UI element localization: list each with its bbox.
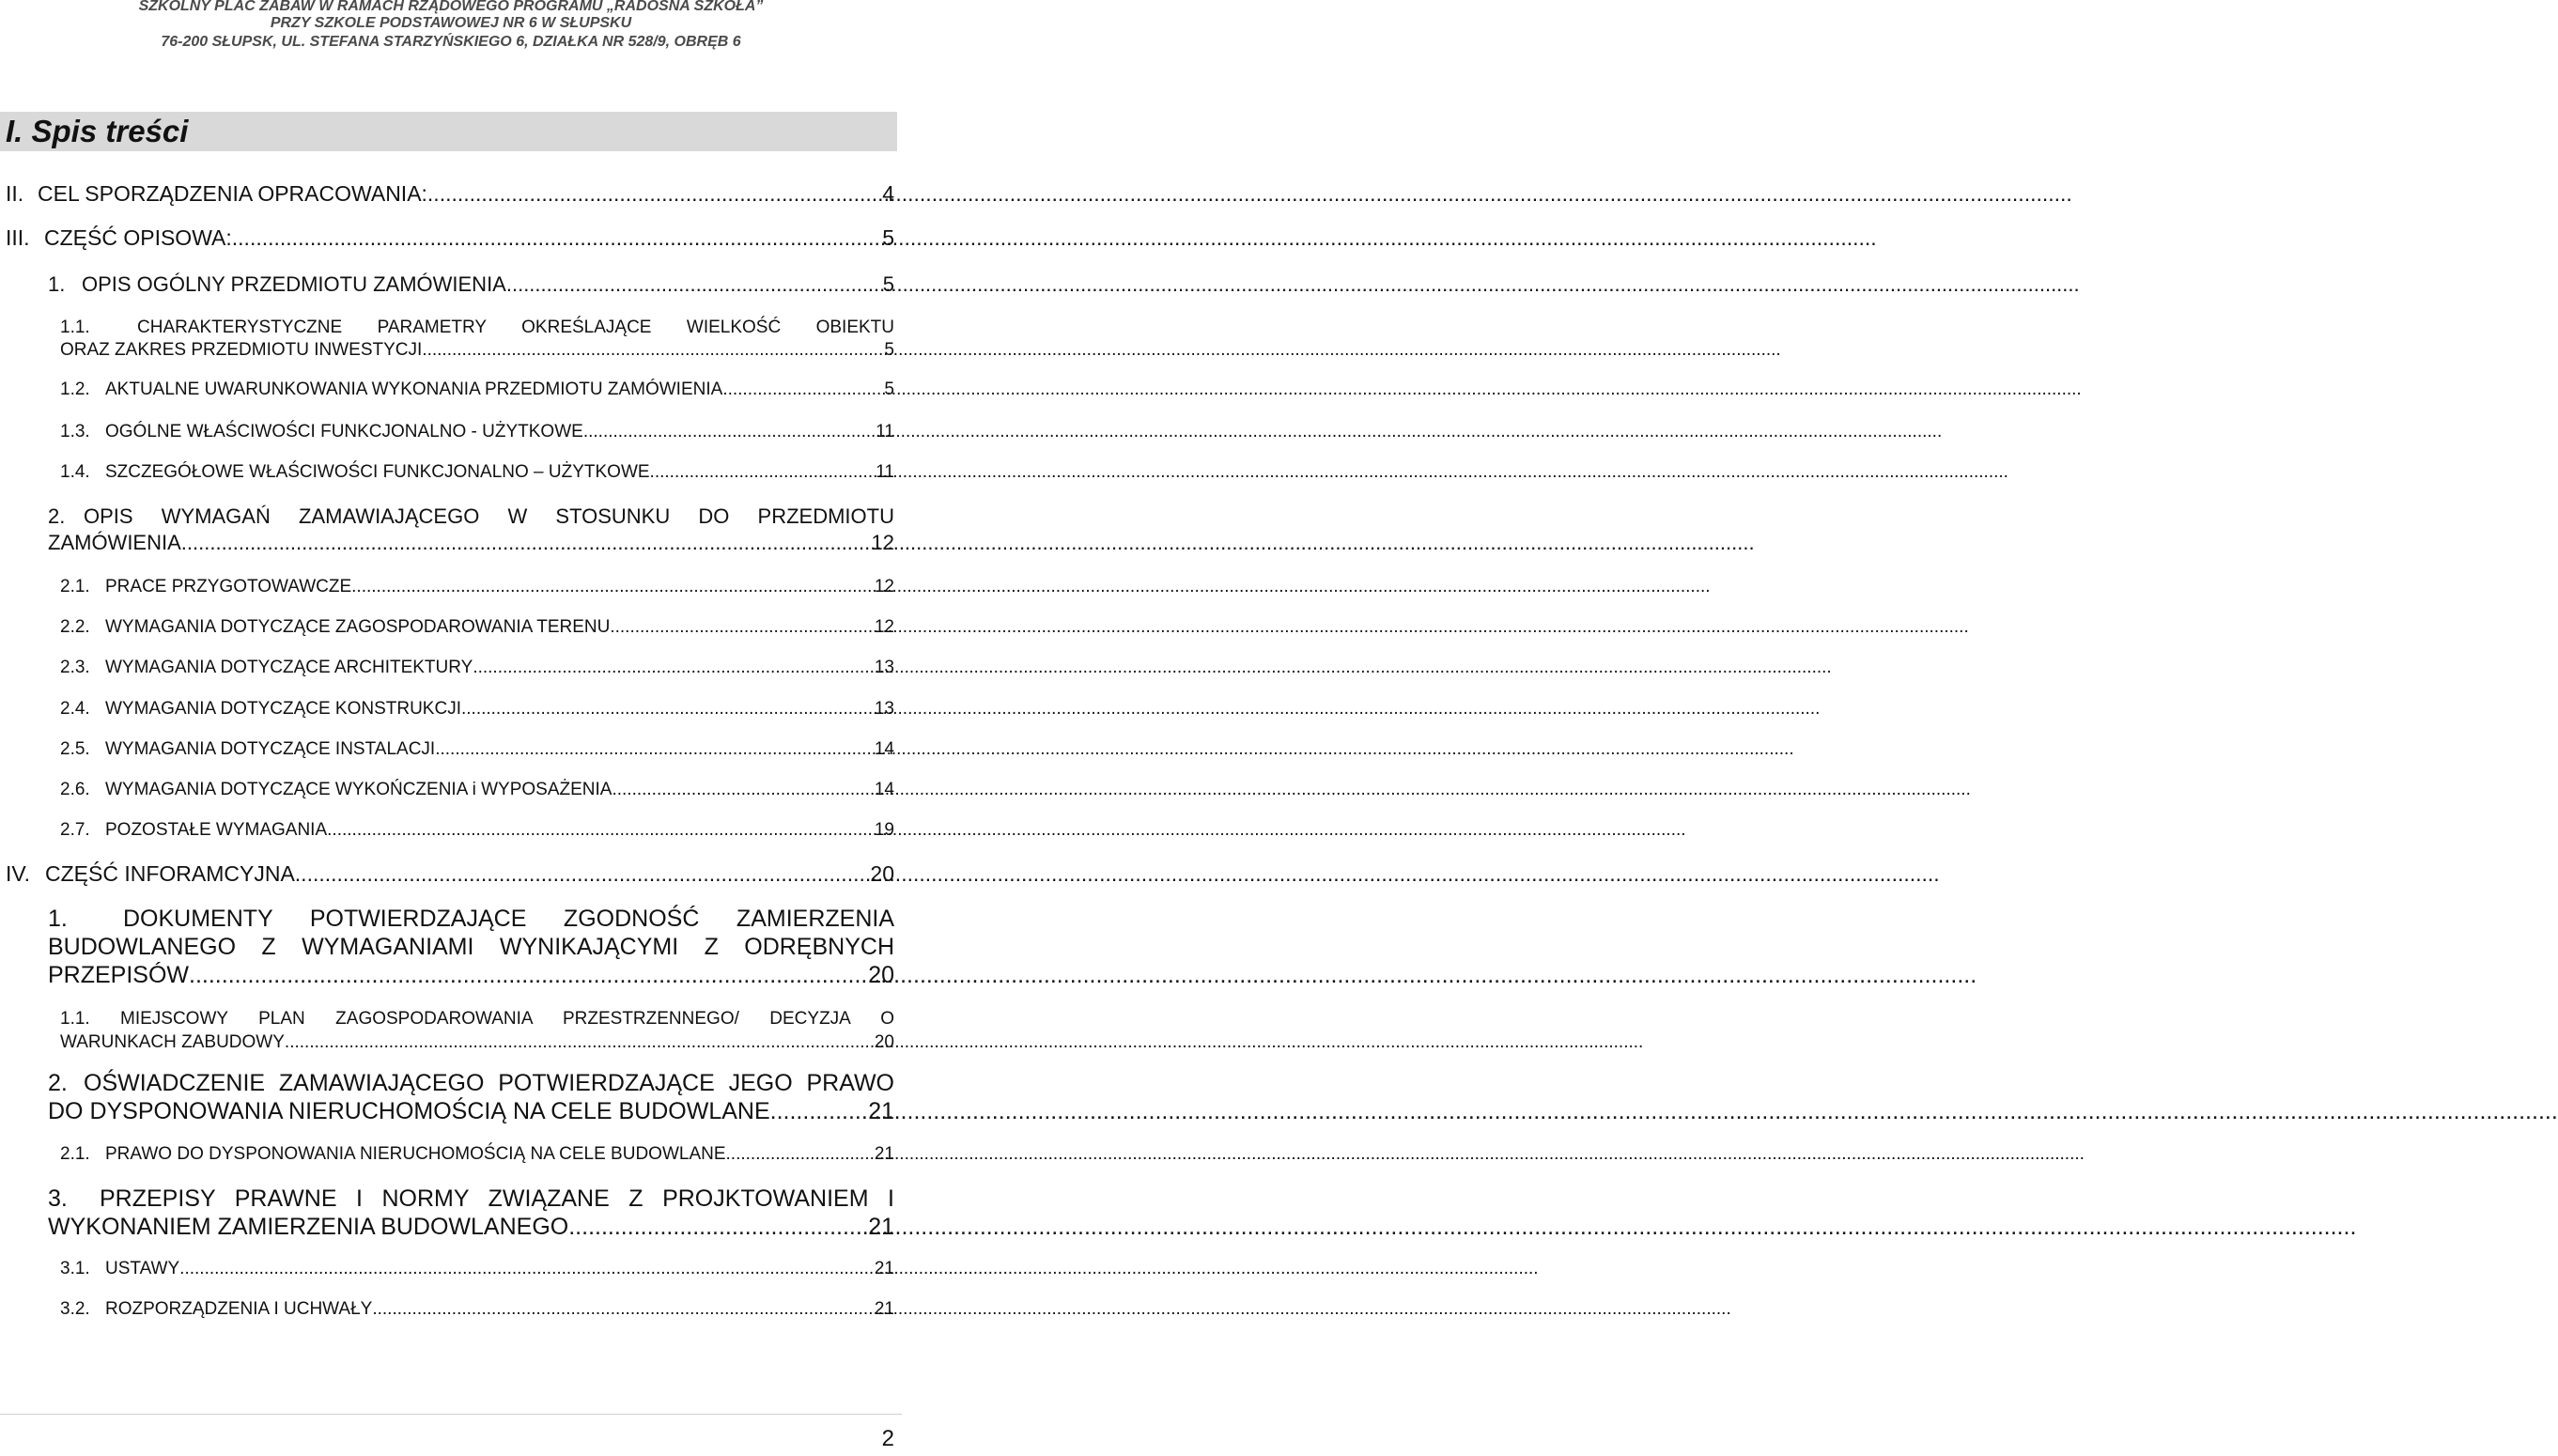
toc-entry-title-line1: MIEJSCOWY PLAN ZAGOSPODAROWANIA PRZESTRZENNEGO/ DECYZJA O — [120, 1009, 894, 1029]
toc-entry-konstrukcja[interactable] — [60, 699, 894, 720]
toc-entry-title: CEL SPORZĄDZENIA OPRACOWANIA: — [38, 181, 427, 206]
toc-entry-page: 11 — [876, 462, 894, 482]
toc-entry-number: 3.1. — [60, 1259, 90, 1278]
toc-dot-leader — [295, 861, 871, 887]
toc-entry-oswiadczenie[interactable] — [48, 1069, 894, 1125]
toc-entry-title: USTAWY — [105, 1259, 180, 1278]
toc-dot-leader — [583, 422, 876, 442]
toc-entry-number: 1. — [48, 906, 68, 932]
toc-entry-page: 12 — [871, 531, 894, 554]
toc-entry-number: 1.1. — [60, 1009, 90, 1029]
toc-entry-title: OGÓLNE WŁAŚCIWOŚCI FUNKCJONALNO - UŻYTKOWE — [105, 422, 583, 441]
toc-entry-number: 2. — [48, 504, 66, 528]
toc-entry-page: 5 — [884, 340, 894, 360]
toc-heading-bar — [0, 112, 897, 151]
header-title-line: SZKOLNY PLAC ZABAW W RAMACH RZĄDOWEGO PROGRAMU „RADOSNA SZKOŁA” — [138, 0, 764, 14]
toc-entry-page: 13 — [874, 699, 894, 719]
toc-entry-page: 12 — [874, 577, 894, 596]
toc-entry-czesc-informacyjna[interactable] — [6, 861, 894, 887]
toc-entry-title: SZCZEGÓŁOWE WŁAŚCIWOŚCI FUNKCJONALNO – UŻYTKOWE — [105, 462, 650, 482]
toc-entry-title-line3: PRZEPISÓW — [48, 962, 190, 988]
toc-dot-leader — [473, 658, 875, 678]
toc-entry-number: 1.4. — [60, 462, 90, 482]
toc-dot-leader — [422, 340, 884, 361]
toc-entry-opis-ogolny[interactable] — [48, 272, 894, 297]
toc-entry-number: 2.7. — [60, 820, 90, 840]
toc-entry-page: 21 — [868, 1098, 894, 1124]
toc-entry-parametry[interactable] — [60, 318, 894, 359]
toc-entry-title-line2: WYKONANIEM ZAMIERZENIA BUDOWLANEGO — [48, 1214, 569, 1240]
toc-entry-number: 3. — [48, 1185, 68, 1212]
toc-dot-leader — [726, 1144, 875, 1165]
toc-entry-rozporzadzenia[interactable] — [60, 1299, 894, 1320]
toc-dot-leader — [612, 780, 874, 800]
toc-entry-title: WYMAGANIA DOTYCZĄCE ARCHITEKTURY — [105, 658, 473, 677]
toc-entry-number: 1.3. — [60, 422, 90, 441]
toc-entry-title-line2: ORAZ ZAKRES PRZEDMIOTU INWESTYCJI — [60, 340, 423, 360]
toc-entry-number: III. — [6, 225, 30, 250]
toc-entry-przepisy-prawne[interactable] — [48, 1185, 894, 1241]
toc-entry-number: 1. — [48, 272, 66, 296]
toc-entry-number: IV. — [6, 861, 31, 886]
page-number: 2 — [881, 1426, 894, 1451]
toc-entry-czesc-opisowa[interactable] — [6, 225, 894, 251]
toc-entry-wykonczenie[interactable] — [60, 780, 894, 800]
toc-dot-leader — [427, 181, 882, 207]
toc-entry-dokumenty[interactable] — [48, 905, 894, 989]
toc-dot-leader — [327, 820, 875, 841]
toc-dot-leader — [461, 699, 875, 720]
toc-dot-leader — [232, 225, 882, 251]
toc-entry-title: AKTUALNE UWARUNKOWANIA WYKONANIA PRZEDMIOTU ZAMÓWIENIA — [105, 379, 723, 399]
toc-entry-page: 4 — [882, 181, 894, 206]
toc-dot-leader — [189, 961, 868, 989]
toc-dot-leader — [770, 1097, 869, 1125]
toc-entry-page: 5 — [884, 379, 894, 399]
toc-entry-page: 13 — [874, 658, 894, 677]
toc-entry-title-line1: DOKUMENTY POTWIERDZAJĄCE ZGODNOŚĆ ZAMIERZENIA — [123, 906, 894, 932]
toc-entry-prace-przygotowawcze[interactable] — [60, 577, 894, 597]
toc-entry-plan-zagospodarowania[interactable] — [60, 1007, 894, 1054]
toc-entry-number: 2.5. — [60, 739, 90, 759]
toc-entry-instalacje[interactable] — [60, 739, 894, 760]
toc-entry-title-line1: OŚWIADCZENIE ZAMAWIAJĄCEGO POTWIERDZAJĄCE JEGO PRAWO — [84, 1070, 894, 1096]
toc-entry-title: CZĘŚĆ OPISOWA: — [44, 225, 232, 250]
toc-entry-title-line1: OPIS WYMAGAŃ ZAMAWIAJĄCEGO W STOSUNKU DO PRZEDMIOTU — [84, 504, 894, 528]
toc-dot-leader — [506, 272, 883, 297]
toc-dot-leader — [435, 739, 875, 760]
toc-dot-leader — [610, 617, 875, 638]
toc-entry-ustawy[interactable] — [60, 1259, 894, 1279]
header-school-line: PRZY SZKOLE PODSTAWOWEJ NR 6 W SŁUPSKU — [270, 15, 632, 31]
toc-entry-title-line1: CHARAKTERYSTYCZNE PARAMETRY OKREŚLAJĄCE WIELKOŚĆ OBIEKTU — [137, 318, 894, 337]
toc-entry-prawo-dysponowania[interactable] — [60, 1144, 894, 1165]
toc-dot-leader — [722, 379, 884, 400]
toc-entry-title-line2: DO DYSPONOWANIA NIERUCHOMOŚCIĄ NA CELE BUDOWLANE — [48, 1098, 770, 1124]
toc-entry-page: 20 — [870, 861, 894, 886]
toc-entry-page: 20 — [874, 1032, 894, 1052]
toc-dot-leader — [372, 1299, 875, 1320]
toc-entry-title: CZĘŚĆ INFORAMCYJNA — [45, 861, 295, 886]
toc-entry-title: WYMAGANIA DOTYCZĄCE ZAGOSPODAROWANIA TERENU — [105, 617, 611, 637]
toc-entry-ogolne-wlasciwosci[interactable] — [60, 422, 894, 442]
toc-entry-number: 2.6. — [60, 780, 90, 799]
toc-entry-cel[interactable] — [6, 181, 894, 207]
toc-entry-title: ROZPORZĄDZENIA I UCHWAŁY — [105, 1299, 373, 1319]
page-header — [0, 0, 902, 56]
toc-entry-title: POZOSTAŁE WYMAGANIA — [105, 820, 328, 840]
toc-entry-title-line1: PRZEPISY PRAWNE I NORMY ZWIĄZANE Z PROJKTOWANIEM I — [100, 1185, 894, 1212]
toc-entry-opis-wymagan[interactable] — [48, 504, 894, 553]
toc-title: I. Spis treści — [6, 114, 189, 148]
toc-entry-title: PRAWO DO DYSPONOWANIA NIERUCHOMOŚCIĄ NA CELE BUDOWLANE — [105, 1144, 726, 1164]
header-address-line: 76-200 SŁUPSK, UL. STEFANA STARZYŃSKIEGO 6, DZIAŁKA NR 528/9, OBRĘB 6 — [161, 34, 741, 50]
toc-entry-title: WYMAGANIA DOTYCZĄCE INSTALACJI — [105, 739, 436, 759]
toc-entry-number: 2.4. — [60, 699, 90, 719]
toc-entry-page: 21 — [868, 1214, 894, 1240]
toc-entry-page: 5 — [882, 272, 894, 296]
toc-entry-title: OPIS OGÓLNY PRZEDMIOTU ZAMÓWIENIA — [82, 272, 506, 296]
toc-dot-leader — [179, 1259, 875, 1279]
footer-divider — [0, 1414, 902, 1415]
toc-entry-page: 12 — [874, 617, 894, 637]
toc-dot-leader — [650, 462, 876, 483]
toc-entry-uwarunkowania[interactable] — [60, 379, 894, 400]
toc-dot-leader — [351, 577, 875, 597]
toc-entry-title-line2: WARUNKACH ZABUDOWY — [60, 1032, 285, 1052]
toc-entry-page: 21 — [874, 1259, 894, 1278]
toc-entry-title: WYMAGANIA DOTYCZĄCE KONSTRUKCJI — [105, 699, 461, 719]
toc-dot-leader — [568, 1213, 868, 1241]
toc-entry-architektura[interactable] — [60, 658, 894, 678]
toc-entry-page: 21 — [874, 1299, 894, 1319]
toc-entry-page: 11 — [876, 422, 894, 441]
toc-entry-number: 2.1. — [60, 577, 90, 596]
toc-entry-number: 1.1. — [60, 318, 90, 337]
toc-dot-leader — [285, 1030, 875, 1054]
toc-entry-number: 3.2. — [60, 1299, 90, 1319]
toc-entry-number: 1.2. — [60, 379, 90, 399]
toc-entry-page: 20 — [868, 962, 894, 988]
toc-dot-leader — [181, 531, 872, 555]
toc-entry-title: WYMAGANIA DOTYCZĄCE WYKOŃCZENIA i WYPOSAŻENIA — [105, 780, 612, 799]
toc-entry-title: PRACE PRZYGOTOWAWCZE — [105, 577, 352, 596]
toc-entry-number: 2. — [48, 1070, 68, 1096]
toc-entry-page: 5 — [882, 225, 894, 250]
toc-entry-number: 2.3. — [60, 658, 90, 677]
toc-entry-title-line2: BUDOWLANEGO Z WYMAGANIAMI WYNIKAJĄCYMI Z ODRĘBNYCH — [48, 934, 894, 960]
toc-entry-zagospodarowanie[interactable] — [60, 617, 894, 638]
toc-entry-number: 2.1. — [60, 1144, 90, 1164]
toc-entry-number: II. — [6, 181, 24, 206]
toc-entry-title-line2: ZAMÓWIENIA — [48, 531, 181, 554]
toc-entry-szczegolowe-wlasciwosci[interactable] — [60, 462, 894, 483]
toc-entry-number: 2.2. — [60, 617, 90, 637]
toc-entry-pozostale[interactable] — [60, 820, 894, 841]
toc-entry-page: 14 — [874, 739, 894, 759]
toc-entry-page: 14 — [874, 780, 894, 799]
toc-entry-page: 21 — [874, 1144, 894, 1164]
toc-entry-page: 19 — [874, 820, 894, 840]
